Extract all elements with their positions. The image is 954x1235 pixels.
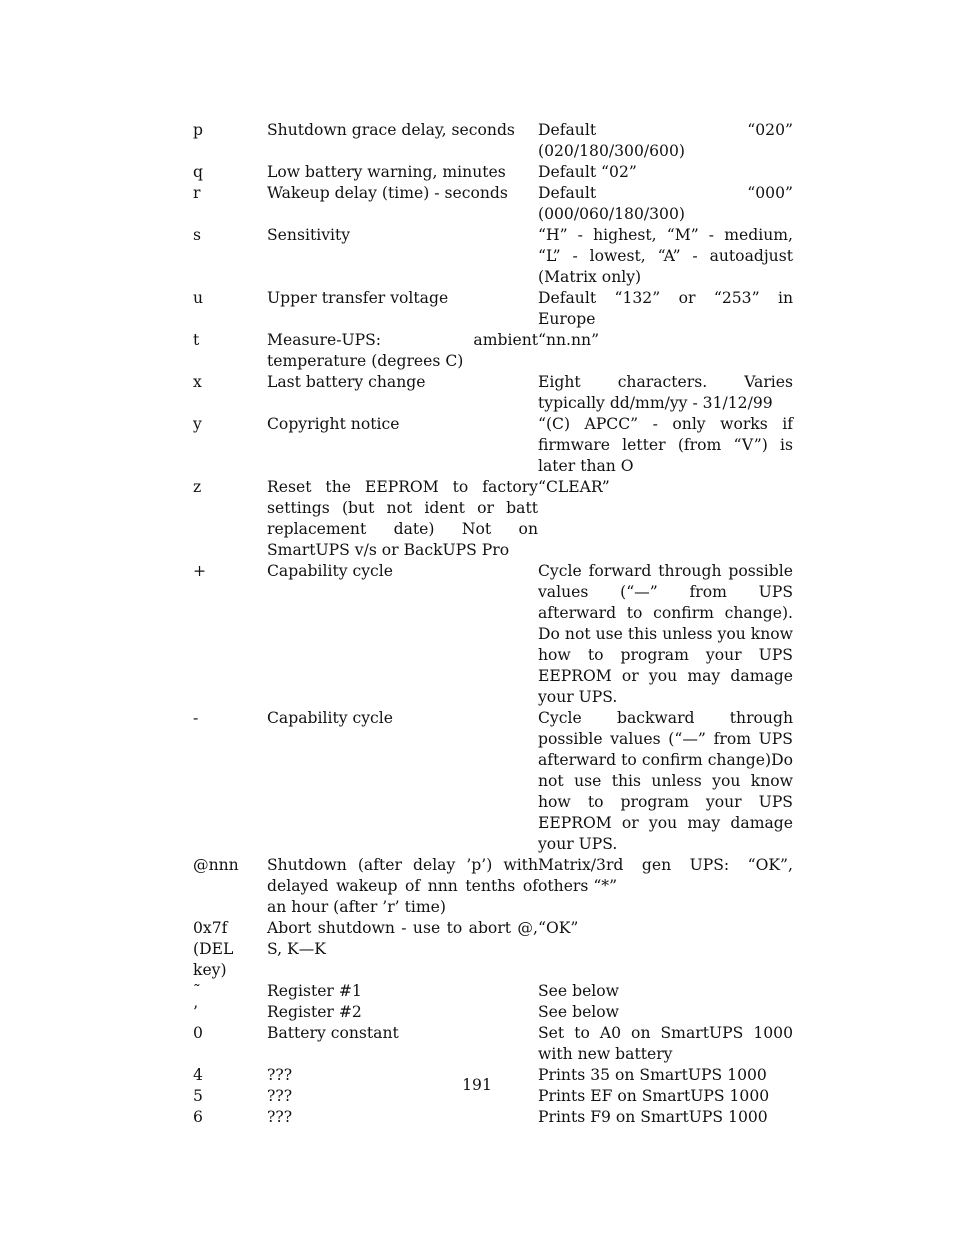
command-key: q (193, 163, 203, 181)
table-row (193, 414, 793, 477)
command-key: p (193, 121, 203, 139)
command-description: ??? (267, 1108, 293, 1126)
command-description: Low battery warning, minutes (267, 163, 506, 181)
command-response: Default “02” (538, 163, 637, 181)
table-row (193, 1107, 793, 1128)
command-description: Copyright notice (267, 415, 400, 433)
table-row (193, 288, 793, 330)
command-key: s (193, 226, 202, 244)
command-response: Cycle backward through possible values (“—” from UPS afterward to confirm change)Do not use this unless you know how to program your UPS EEPROM or you may damage your UPS. (538, 709, 793, 853)
table-row (193, 855, 793, 918)
command-description: Register #2 (267, 1003, 362, 1021)
table-row (193, 981, 793, 1002)
command-response: Cycle forward through possible values (“—” from UPS afterward to confirm change). Do not use this unless you know how to program your UPS EEPROM or you may damage your UPS. (538, 562, 793, 706)
command-key: + (193, 562, 207, 580)
command-key: r (193, 184, 201, 202)
command-key: 5 (193, 1087, 203, 1105)
table-row (193, 918, 793, 981)
table-row (193, 120, 793, 162)
command-response: Default “000” (000/060/180/300) (538, 184, 793, 223)
command-description: Last battery change (267, 373, 426, 391)
command-key: ˜ (193, 982, 201, 1000)
command-key: y (193, 415, 202, 433)
table-row (193, 1023, 793, 1065)
page-number: 191 (462, 1076, 492, 1094)
command-description: Wakeup delay (time) - seconds (267, 184, 508, 202)
command-description: Measure-UPS: ambient temperature (degrees C) (267, 331, 538, 370)
table-row (193, 162, 793, 183)
command-description: Shutdown (after delay ’p’) with delayed wakeup of nnn tenths of an hour (after ’r’ time) (267, 856, 538, 916)
command-key: 4 (193, 1066, 203, 1084)
command-key: x (193, 373, 202, 391)
command-description: ??? (267, 1066, 293, 1084)
command-response: Prints EF on SmartUPS 1000 (538, 1087, 770, 1105)
command-response: “OK” (538, 919, 579, 937)
command-description: Capability cycle (267, 709, 393, 727)
command-response: See below (538, 982, 620, 1000)
command-response: “nn.nn” (538, 331, 600, 349)
command-table (193, 120, 793, 1128)
table-row (193, 183, 793, 225)
table-row (193, 708, 793, 855)
command-table-container (193, 120, 793, 1128)
table-row (193, 1002, 793, 1023)
command-key: 0 (193, 1024, 203, 1042)
command-description: Shutdown grace delay, seconds (267, 121, 515, 139)
command-key: 0x7f (DEL key) (193, 919, 234, 979)
command-description: Sensitivity (267, 226, 351, 244)
table-row (193, 225, 793, 288)
command-response: “CLEAR” (538, 478, 610, 496)
table-row (193, 372, 793, 414)
command-description: Register #1 (267, 982, 362, 1000)
command-description: Upper transfer voltage (267, 289, 449, 307)
command-key: 6 (193, 1108, 203, 1126)
command-key: ’ (193, 1003, 198, 1021)
table-row (193, 330, 793, 372)
command-description: Abort shutdown - use to abort @, S, K—K (267, 919, 538, 958)
command-response: “H” - highest, “M” - medium, “L” - lowest, “A” - autoadjust (Matrix only) (538, 226, 793, 286)
command-key: - (193, 709, 199, 727)
command-response: Prints 35 on SmartUPS 1000 (538, 1066, 767, 1084)
command-key: @nnn (193, 856, 239, 874)
command-response: See below (538, 1003, 620, 1021)
command-description: ??? (267, 1087, 293, 1105)
command-response: “(C) APCC” - only works if firmware letter (from “V”) is later than O (538, 415, 793, 475)
command-description: Battery constant (267, 1024, 399, 1042)
command-response: Prints F9 on SmartUPS 1000 (538, 1108, 768, 1126)
table-row (193, 561, 793, 708)
table-row (193, 477, 793, 561)
command-response: Set to A0 on SmartUPS 1000 with new battery (538, 1024, 793, 1063)
command-description: Capability cycle (267, 562, 393, 580)
command-response: Default “020” (020/180/300/600) (538, 121, 793, 160)
command-key: z (193, 478, 202, 496)
command-key: t (193, 331, 200, 349)
command-description: Reset the EEPROM to factory settings (but not ident or batt replacement date) Not on SmartUPS v/s or BackUPS Pro (267, 478, 538, 559)
command-response: Matrix/3rd gen UPS: “OK”, others “*” (538, 856, 793, 895)
command-key: u (193, 289, 204, 307)
command-response: Eight characters. Varies typically dd/mm/yy - 31/12/99 (538, 373, 793, 412)
command-response: Default “132” or “253” in Europe (538, 289, 793, 328)
